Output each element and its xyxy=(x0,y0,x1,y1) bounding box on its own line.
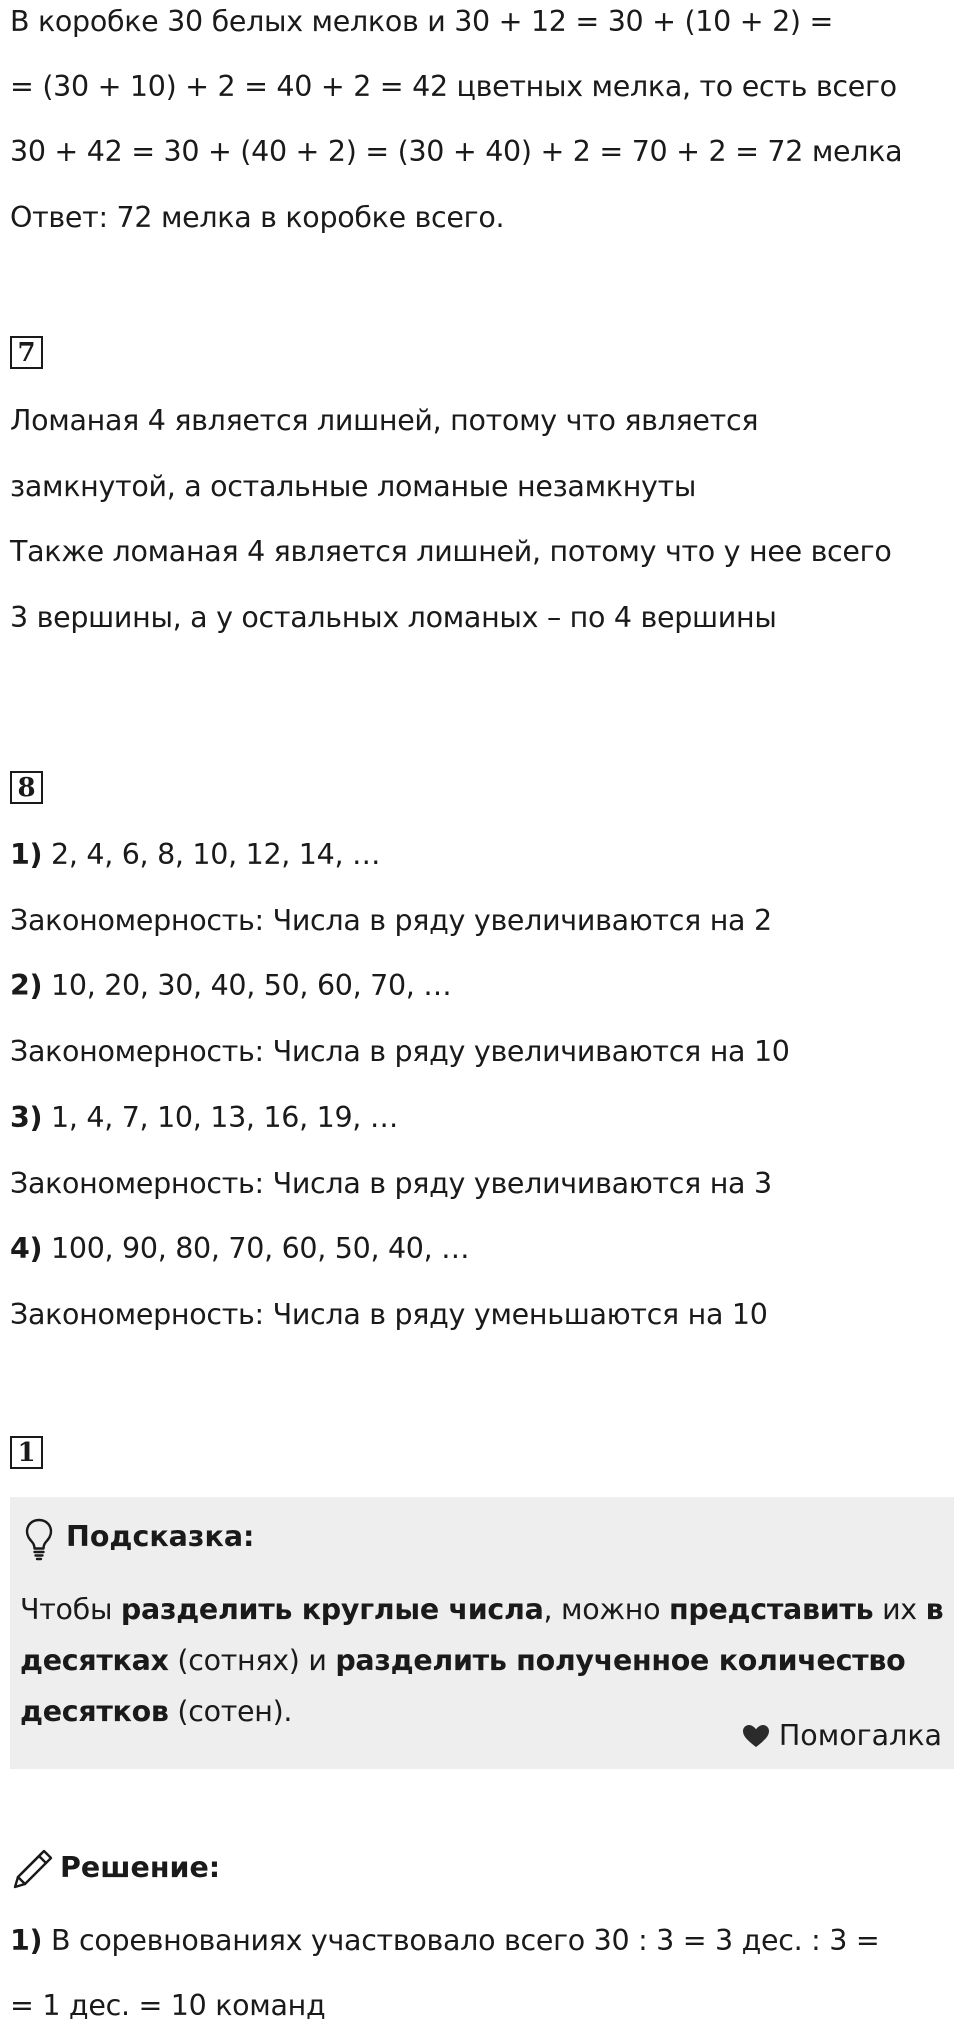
hint-text: их xyxy=(873,1593,926,1626)
task7-line-4: 3 вершины, а у остальных ломаных – по 4 вершины xyxy=(10,601,777,634)
solution-line-1 xyxy=(10,1921,879,1961)
hint-text: (сотнях) и xyxy=(168,1644,336,1677)
solution-title: Решение: xyxy=(60,1851,221,1884)
task7-line-1: Ломаная 4 является лишней, потому что является xyxy=(10,404,759,437)
task8-item-4 xyxy=(10,1229,469,1269)
hint-text: , можно xyxy=(543,1593,669,1626)
item-label: 3) xyxy=(10,1101,43,1134)
hint-line-1 xyxy=(20,1590,943,1630)
item-label: 4) xyxy=(10,1232,43,1265)
hint-box xyxy=(10,1497,954,1769)
hint-bold: разделить круглые числа xyxy=(120,1593,544,1626)
task8-item-3 xyxy=(10,1098,398,1138)
task8-rule-1: Закономерность: Числа в ряду увеличиваются на 2 xyxy=(10,904,772,937)
hint-bold: разделить полученное количество xyxy=(335,1644,906,1677)
task6-line-3: 30 + 42 = 30 + (40 + 2) = (30 + 40) + 2 = 70 + 2 = 72 мелка xyxy=(10,135,903,168)
brand-label xyxy=(741,1716,942,1756)
task6-line-1: В коробке 30 белых мелков и 30 + 12 = 30 + (10 + 2) = xyxy=(10,5,834,38)
hint-text: Чтобы xyxy=(20,1593,121,1626)
task6-answer: Ответ: 72 мелка в коробке всего. xyxy=(10,201,505,234)
hint-bold: десятках xyxy=(20,1644,169,1677)
hint-line-3 xyxy=(20,1692,292,1732)
task8-rule-4: Закономерность: Числа в ряду уменьшаются на 10 xyxy=(10,1298,768,1331)
task6-line-2: = (30 + 10) + 2 = 40 + 2 = 42 цветных мелка, то есть всего xyxy=(10,70,897,103)
item-sequence: 10, 20, 30, 40, 50, 60, 70, … xyxy=(42,969,452,1002)
task7-line-2: замкнутой, а остальные ломаные незамкнуты xyxy=(10,470,697,503)
item-label: 2) xyxy=(10,969,43,1002)
task-number-1: 1 xyxy=(10,1436,43,1469)
hint-bold: десятков xyxy=(20,1695,169,1728)
item-sequence: 2, 4, 6, 8, 10, 12, 14, … xyxy=(42,838,381,871)
lightbulb-icon xyxy=(24,1517,54,1561)
hint-bold: в xyxy=(925,1593,944,1626)
solution-line-2: = 1 дес. = 10 команд xyxy=(10,1989,326,2022)
task8-item-1 xyxy=(10,835,380,875)
item-sequence: 100, 90, 80, 70, 60, 50, 40, … xyxy=(42,1232,470,1265)
solution-text: В соревнованиях участвовало всего 30 : 3 = 3 дес. : 3 = xyxy=(42,1924,880,1957)
hint-line-2 xyxy=(20,1641,905,1681)
brand-name: Помогалка xyxy=(778,1719,942,1752)
item-label: 1) xyxy=(10,838,43,871)
task8-rule-2: Закономерность: Числа в ряду увеличиваются на 10 xyxy=(10,1035,790,1068)
pencil-icon xyxy=(10,1846,56,1892)
task8-rule-3: Закономерность: Числа в ряду увеличиваются на 3 xyxy=(10,1167,772,1200)
heart-icon xyxy=(741,1723,771,1749)
task8-item-2 xyxy=(10,966,452,1006)
hint-bold: представить xyxy=(668,1593,874,1626)
item-sequence: 1, 4, 7, 10, 13, 16, 19, … xyxy=(42,1101,399,1134)
task-number-8: 8 xyxy=(10,771,43,804)
hint-text: (сотен). xyxy=(168,1695,293,1728)
hint-title: Подсказка: xyxy=(66,1520,255,1553)
item-label: 1) xyxy=(10,1924,43,1957)
task-number-7: 7 xyxy=(10,336,43,369)
task7-line-3: Также ломаная 4 является лишней, потому что у нее всего xyxy=(10,535,892,568)
